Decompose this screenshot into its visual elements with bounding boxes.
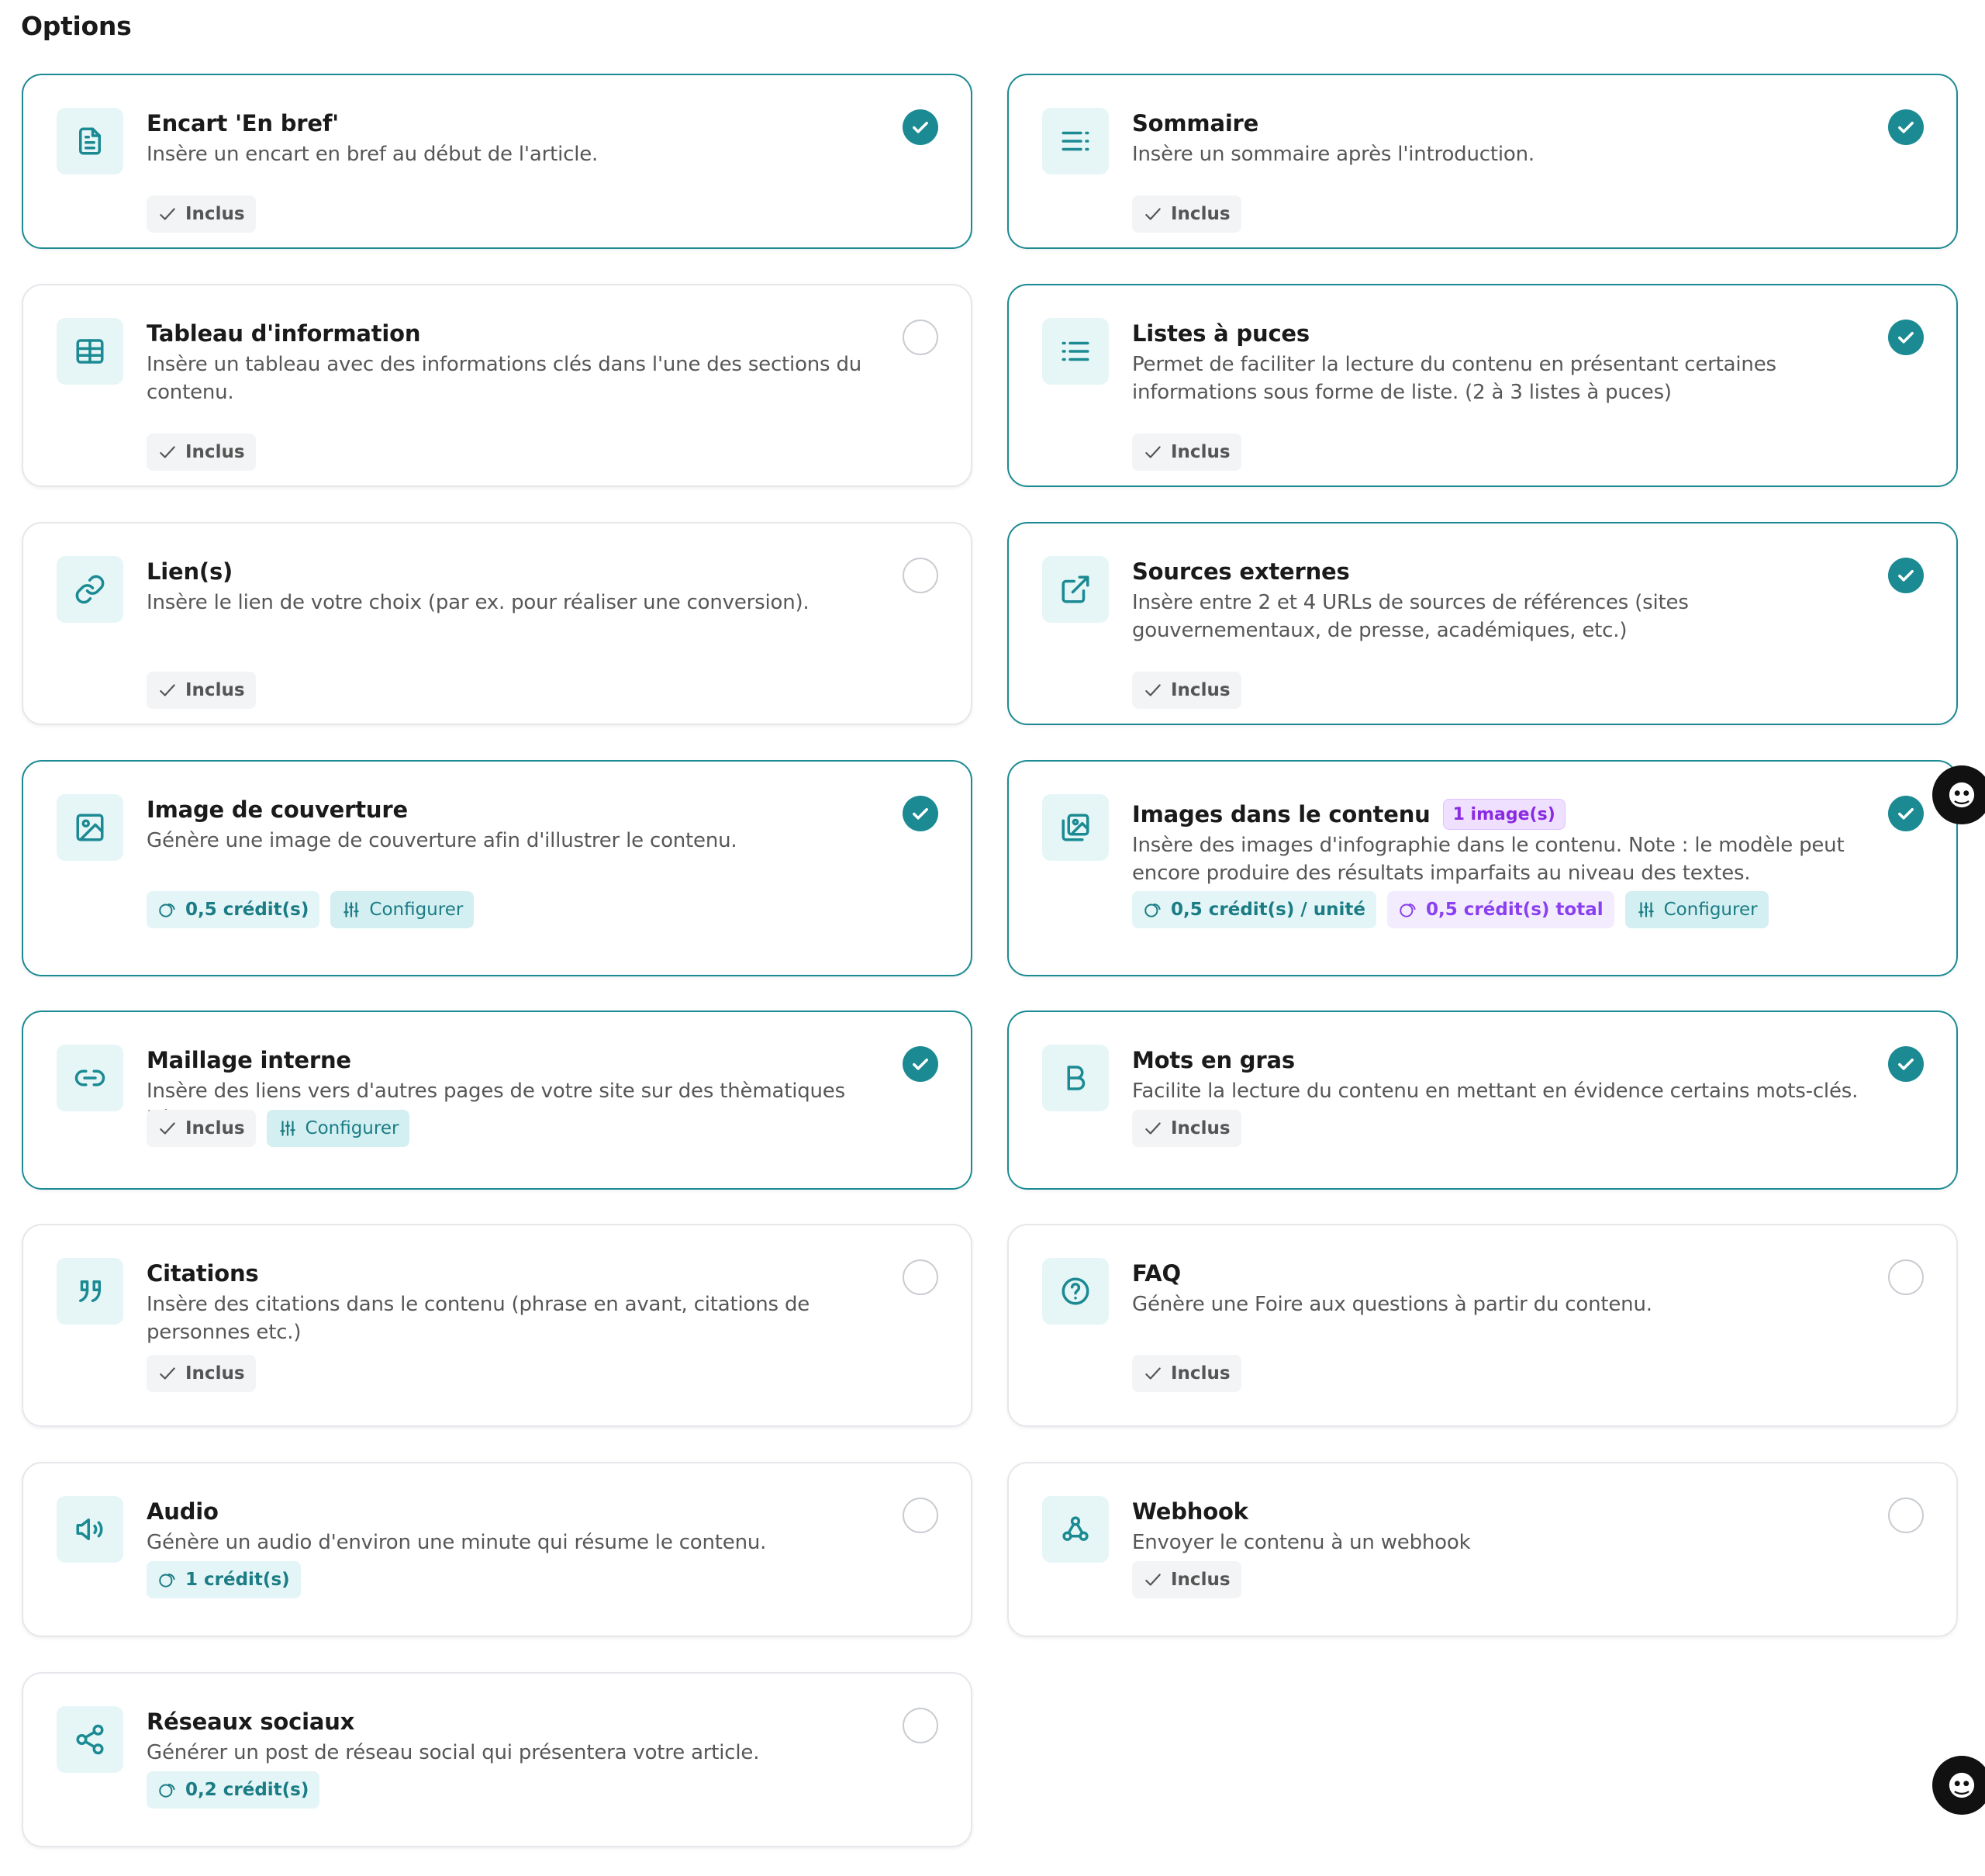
images-icon — [1042, 794, 1109, 861]
option-badges — [147, 1771, 319, 1809]
credit-badge — [1132, 891, 1376, 928]
option-description: Insère des citations dans le contenu (phrase en avant, citations de personnes etc.) — [147, 1293, 810, 1344]
option-badges — [147, 1110, 409, 1147]
check-icon — [1143, 680, 1163, 700]
credit-badge-label: 0,2 crédit(s) — [185, 1780, 309, 1800]
option-badges — [1132, 195, 1241, 233]
unchecked-checkbox[interactable] — [903, 1259, 938, 1295]
option-title: Mots en gras — [1132, 1047, 1295, 1073]
help-circle-icon — [1042, 1258, 1109, 1325]
unchecked-checkbox[interactable] — [1888, 1259, 1924, 1295]
included-badge-label: Inclus — [185, 1363, 245, 1384]
included-badge — [1132, 1561, 1241, 1598]
option-title: Lien(s) — [147, 558, 233, 585]
option-description: Générer un post de réseau social qui présentera votre article. — [147, 1741, 760, 1764]
option-card-images-contenu[interactable] — [1007, 760, 1958, 976]
mascot-icon — [1944, 777, 1980, 813]
option-badges — [147, 195, 256, 233]
included-badge-label: Inclus — [1171, 1118, 1231, 1138]
option-description: Insère un encart en bref au début de l'article. — [147, 143, 599, 166]
included-badge-label: Inclus — [1171, 1363, 1231, 1384]
quote-icon — [57, 1258, 123, 1325]
sliders-icon — [341, 900, 361, 920]
option-badges — [147, 672, 256, 709]
option-title: Encart 'En bref' — [147, 110, 339, 136]
option-description: Facilite la lecture du contenu en mettant en évidence certains mots-clés. — [1132, 1080, 1859, 1103]
option-badges — [1132, 434, 1241, 471]
option-card-maillage[interactable] — [22, 1011, 972, 1190]
option-card-sommaire[interactable] — [1007, 74, 1958, 249]
unchecked-checkbox[interactable] — [903, 320, 938, 355]
checked-checkbox[interactable] — [903, 1046, 938, 1082]
configure-button[interactable] — [1625, 891, 1769, 928]
option-card-tableau[interactable] — [22, 284, 972, 487]
configure-button[interactable] — [267, 1110, 410, 1147]
credit-badge-label: 0,5 crédit(s) / unité — [1171, 900, 1366, 920]
option-card-listes[interactable] — [1007, 284, 1958, 487]
option-title: Sommaire — [1132, 110, 1259, 136]
option-title: Citations — [147, 1260, 259, 1287]
option-description: Insère des images d'infographie dans le contenu. Note : le modèle peut encore produire des résultats imparfaits au niveau des textes. — [1132, 834, 1845, 885]
configure-button-label: Configurer — [1663, 900, 1758, 920]
unchecked-checkbox[interactable] — [903, 1708, 938, 1743]
option-description: Insère un tableau avec des informations clés dans l'une des sections du contenu. — [147, 353, 862, 404]
option-badges — [147, 1561, 301, 1598]
option-card-en-bref[interactable] — [22, 74, 972, 249]
option-title: Images dans le contenu — [1132, 801, 1431, 827]
check-icon — [1143, 204, 1163, 224]
option-title: FAQ — [1132, 1260, 1181, 1287]
checkmark-icon — [1895, 565, 1917, 586]
option-description: Permet de faciliter la lecture du contenu en présentant certaines informations sous forme de liste. (2 à 3 listes à puces) — [1132, 353, 1776, 404]
option-title: Tableau d'information — [147, 320, 421, 347]
option-description: Insère un sommaire après l'introduction. — [1132, 143, 1534, 166]
credit-icon — [1398, 900, 1418, 920]
link-icon — [57, 556, 123, 623]
credit-icon — [157, 900, 178, 920]
included-badge-label: Inclus — [1171, 204, 1231, 224]
included-badge — [147, 1355, 256, 1392]
chat-assistant-button-2[interactable] — [1932, 1756, 1985, 1815]
check-icon — [157, 1363, 178, 1384]
credit-icon — [157, 1570, 178, 1590]
check-icon — [1143, 1118, 1163, 1138]
option-title: Audio — [147, 1498, 219, 1525]
option-card-citations[interactable] — [22, 1224, 972, 1427]
chat-assistant-button[interactable] — [1932, 765, 1985, 824]
checked-checkbox[interactable] — [1888, 320, 1924, 355]
checked-checkbox[interactable] — [1888, 558, 1924, 593]
credit-badge-label: 0,5 crédit(s) — [185, 900, 309, 920]
checkmark-icon — [1895, 326, 1917, 348]
checkmark-icon — [1895, 1053, 1917, 1075]
option-card-gras[interactable] — [1007, 1011, 1958, 1190]
option-card-sources[interactable] — [1007, 522, 1958, 725]
document-icon — [57, 108, 123, 174]
option-badges — [1132, 672, 1241, 709]
option-badges — [1132, 1561, 1241, 1598]
option-badges — [1132, 1355, 1241, 1392]
option-title: Webhook — [1132, 1498, 1248, 1525]
included-badge-label: Inclus — [1171, 680, 1231, 700]
image-icon — [57, 794, 123, 861]
check-icon — [157, 1118, 178, 1138]
chain-icon — [57, 1045, 123, 1111]
external-link-icon — [1042, 556, 1109, 623]
option-description: Génère un audio d'environ une minute qui résume le contenu. — [147, 1531, 767, 1554]
option-card-faq[interactable] — [1007, 1224, 1958, 1427]
toc-icon — [1042, 108, 1109, 174]
included-badge-label: Inclus — [185, 680, 245, 700]
included-badge-label: Inclus — [1171, 442, 1231, 462]
credit-badge-label: 1 crédit(s) — [185, 1570, 290, 1590]
option-badges — [147, 434, 256, 471]
checked-checkbox[interactable] — [1888, 796, 1924, 831]
check-icon — [1143, 1363, 1163, 1384]
mascot-icon — [1944, 1767, 1980, 1803]
included-badge — [1132, 195, 1241, 233]
table-icon — [57, 318, 123, 385]
total-credit-badge — [1387, 891, 1614, 928]
checked-checkbox[interactable] — [1888, 109, 1924, 145]
included-badge-label: Inclus — [185, 204, 245, 224]
option-card-audio[interactable] — [22, 1462, 972, 1637]
included-badge — [1132, 1355, 1241, 1392]
checked-checkbox[interactable] — [903, 109, 938, 145]
included-badge-label: Inclus — [185, 442, 245, 462]
checkmark-icon — [910, 116, 931, 138]
check-icon — [157, 442, 178, 462]
checkmark-icon — [1895, 116, 1917, 138]
total-credit-badge-label: 0,5 crédit(s) total — [1426, 900, 1604, 920]
page-title: Options — [21, 11, 132, 41]
credit-icon — [157, 1780, 178, 1800]
option-badges — [147, 1355, 256, 1392]
option-card-liens[interactable] — [22, 522, 972, 725]
checkmark-icon — [910, 803, 931, 824]
credit-badge — [147, 1561, 301, 1598]
configure-button-label: Configurer — [305, 1118, 399, 1138]
unchecked-checkbox[interactable] — [903, 1498, 938, 1533]
option-title: Image de couverture — [147, 796, 408, 823]
image-count-badge: 1 image(s) — [1443, 799, 1566, 830]
included-badge-label: Inclus — [185, 1118, 245, 1138]
configure-button[interactable] — [330, 891, 474, 928]
option-title: Réseaux sociaux — [147, 1708, 355, 1735]
checkmark-icon — [910, 1053, 931, 1075]
option-description: Insère entre 2 et 4 URLs de sources de références (sites gouvernementaux, de presse, académiques, etc.) — [1132, 591, 1689, 642]
configure-button-label: Configurer — [369, 900, 464, 920]
credit-icon — [1143, 900, 1163, 920]
option-description: Envoyer le contenu à un webhook — [1132, 1531, 1471, 1554]
option-badges — [1132, 891, 1769, 928]
included-badge — [147, 672, 256, 709]
sliders-icon — [1636, 900, 1656, 920]
sliders-icon — [278, 1118, 298, 1138]
checked-checkbox[interactable] — [903, 796, 938, 831]
included-badge — [1132, 672, 1241, 709]
list-icon — [1042, 318, 1109, 385]
speaker-icon — [57, 1496, 123, 1563]
option-description: Génère une image de couverture afin d'illustrer le contenu. — [147, 829, 737, 852]
unchecked-checkbox[interactable] — [1888, 1498, 1924, 1533]
checkmark-icon — [1895, 803, 1917, 824]
included-badge — [147, 195, 256, 233]
check-icon — [1143, 1570, 1163, 1590]
included-badge-label: Inclus — [1171, 1570, 1231, 1590]
option-title: Maillage interne — [147, 1047, 351, 1073]
option-card-webhook[interactable] — [1007, 1462, 1958, 1637]
option-title: Sources externes — [1132, 558, 1350, 585]
credit-badge — [147, 1771, 319, 1809]
option-title: Listes à puces — [1132, 320, 1310, 347]
option-badges — [147, 891, 474, 928]
option-description: Insère des liens vers d'autres pages de votre site sur des thèmatiques — [147, 1080, 845, 1103]
webhook-icon — [1042, 1496, 1109, 1563]
check-icon — [1143, 442, 1163, 462]
share-icon — [57, 1706, 123, 1773]
included-badge — [147, 434, 256, 471]
included-badge — [1132, 434, 1241, 471]
option-badges — [1132, 1110, 1241, 1147]
credit-badge — [147, 891, 319, 928]
option-card-reseaux[interactable] — [22, 1672, 972, 1847]
included-badge — [1132, 1110, 1241, 1147]
checked-checkbox[interactable] — [1888, 1046, 1924, 1082]
option-card-image-couverture[interactable] — [22, 760, 972, 976]
option-description: Insère le lien de votre choix (par ex. pour réaliser une conversion). — [147, 591, 810, 614]
check-icon — [157, 680, 178, 700]
included-badge — [147, 1110, 256, 1147]
bold-icon — [1042, 1045, 1109, 1111]
check-icon — [157, 204, 178, 224]
option-description: Génère une Foire aux questions à partir du contenu. — [1132, 1293, 1652, 1316]
unchecked-checkbox[interactable] — [903, 558, 938, 593]
